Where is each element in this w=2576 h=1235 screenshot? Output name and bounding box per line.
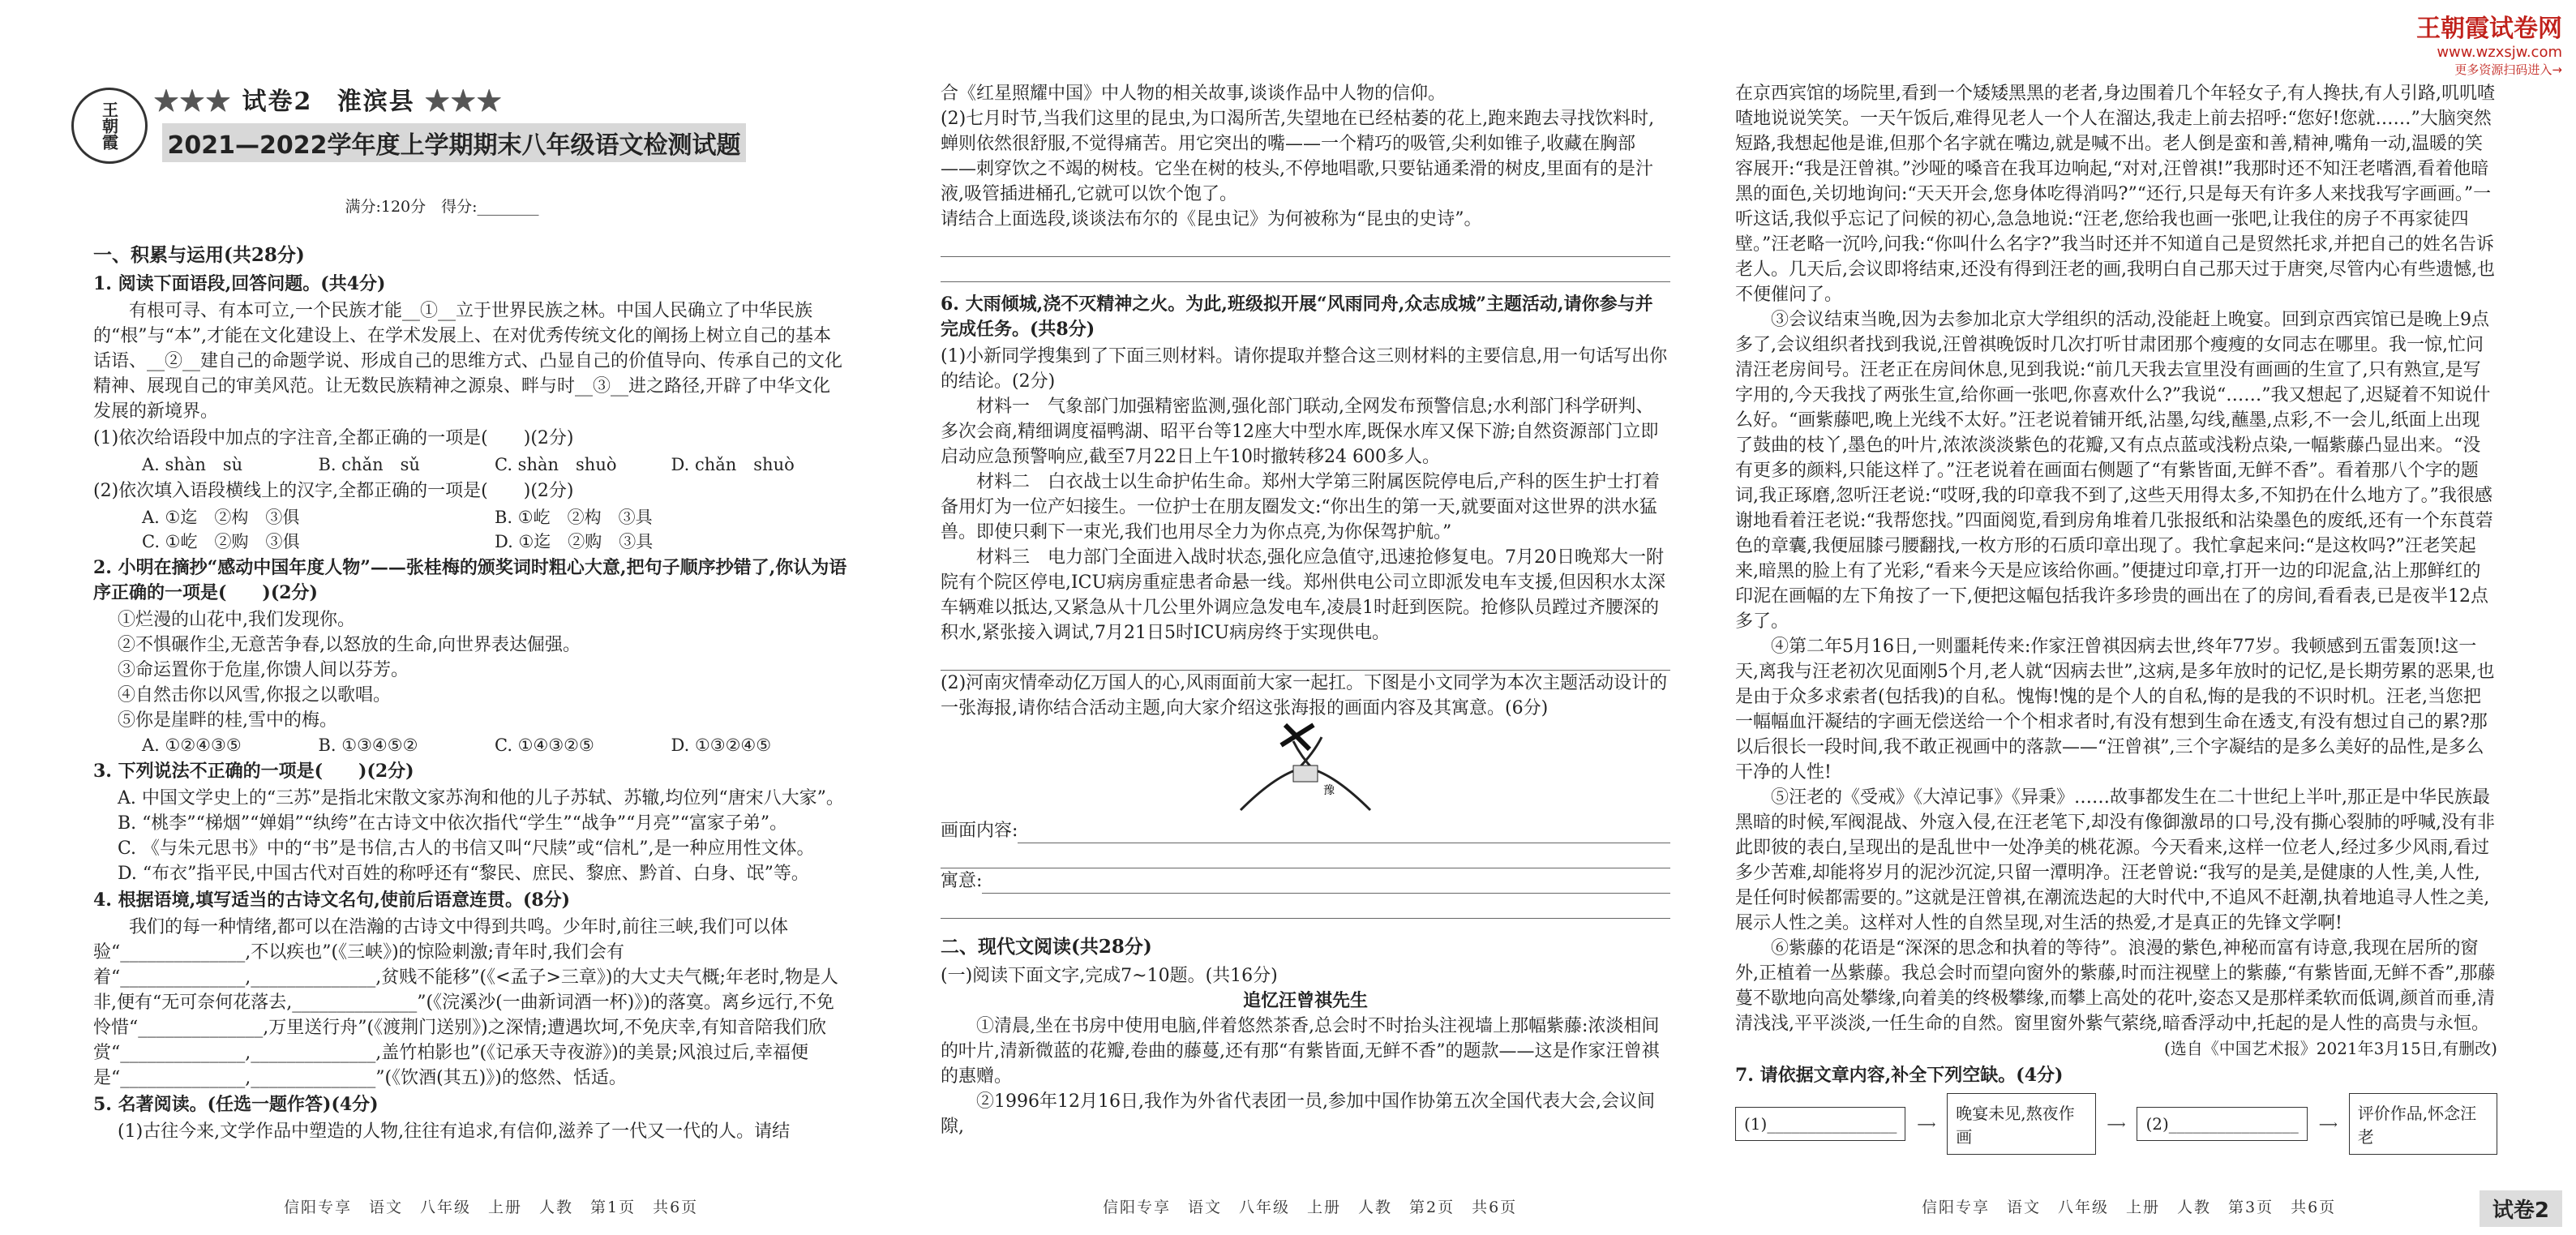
flow-step-4: 评价作品,怀念汪老 xyxy=(2349,1093,2497,1155)
q7-flow xyxy=(1735,1093,2497,1155)
q1-passage: 有根可寻、有本可立,一个民族才能__①__立于世界民族之林。中国人民确立了中华民族的“根”与“本”,才能在文化建设上、在学术发展上、在对优秀传统文化的阐扬上树立自己的基本话语、__②__建自己的命题学说、形成自己的思维方式、凸显自己的价值导向、传承自己的文化精神、展现自己的审美风范。让无数民族精神之源泉、畔与时__③__进之路径,开辟了中华文化发展的新境界。 xyxy=(93,301,843,422)
option-c[interactable]: C. ①④③②⑤ xyxy=(495,735,594,755)
option-d[interactable]: D. chǎn shuò xyxy=(671,455,795,474)
flow-step-2: 晚宴未见,熬夜作画 xyxy=(1947,1093,2095,1155)
answer-line[interactable] xyxy=(941,257,1670,282)
paper-label: 试卷2 xyxy=(242,88,313,116)
page-1 xyxy=(0,0,884,1235)
hands-poster-icon xyxy=(1224,721,1387,818)
page3-body xyxy=(1735,81,2497,1155)
material-1: 材料一 气象部门加强精密监测,强化部门联动,全网发布预警信息;水利部门科学研判、多次会商,精细调度福鸭湖、昭平台等12座大中型水库,既保水库又保下游;自然资源部门立即启动应急预警响应,截至7月22日上午10时撤转移24 600多人。 xyxy=(941,397,1659,467)
q6-title: 6. 大雨倾城,浇不灭精神之火。为此,班级拟开展“风雨同舟,众志成城”主题活动,请你参与并完成任务。(共8分) xyxy=(941,294,1653,340)
arrow-icon: ⟶ xyxy=(1917,1116,1936,1132)
article-para-2b: 在京西宾馆的场院里,看到一个矮矮黑黑的老者,身边围着几个年轻女子,有人搀扶,有人引路,叽叽喳喳地说说笑笑。一天午饭后,难得见老人一个人在溜达,我走上前去招呼:“您好!您就……”大脑突然短路,我想起他是谁,但那个名字就在嘴边,就是喊不出。老人倒是蛮和善,精神,嘴角一动,温暖的笑容展开:“我是汪曾祺。”沙哑的嗓音在我耳边响起,“对对,汪曾祺!”我那时还不知汪老嗜酒,看着他暗黑的面色,关切地询问:“天天开会,您身体吃得消吗?”“还行,只是每天有许多人来找我写字画画。”一听这话,我似乎忘记了问候的初心,急急地说:“汪老,您给我也画一张吧,让我住的房子不再家徒四壁。”汪老略一沉吟,问我:“你叫什么名字?”我当时还并不知道自己是贸然托求,并把自己的姓名告诉老人。几天后,会议即将结束,还没有得到汪老的画,我明白自己那天过于唐突,尽管内心有些遗憾,也不便催问了。 xyxy=(1735,84,2495,305)
q2-options xyxy=(93,733,847,757)
exam-title-bar xyxy=(162,123,746,162)
flow-blank-1[interactable]: (1)________________ xyxy=(1735,1107,1905,1141)
arrow-icon: ⟶ xyxy=(2107,1116,2126,1132)
q3-item: C. 《与朱元思书》中的“书”是书信,古人的书信又叫“尺牍”或“信札”,是一种应用性文体。 xyxy=(118,838,815,859)
option-b[interactable]: B. ①屹 ②构 ③具 xyxy=(495,508,653,527)
article-title: 追忆汪曾祺先生 xyxy=(1242,990,1368,1011)
article-para-5: ⑤汪老的《受戒》《大淖记事》《异秉》……故事都发生在二十世纪上半叶,那正是中华民族最黑暗的时候,军阀混战、外寇入侵,在汪老笔下,却没有像御激昂的口号,没有撕心裂肺的呼喊,没有非此即彼的表白,呈现出的是乱世中一处净美的桃花源。今天看来,这样一位老人,经过多少风雨,看过多少苦难,却能将岁月的泥沙沉淀,只留一潭明净。汪老曾说:“我写的是美,是健康的人性,美,人性,是任何时候都需要的。”这就是汪曾祺,在潮流迭起的大时代中,不追风不赶潮,执着地追寻人性之美,展示人性之美。这样对人性的自然呈现,对生活的热爱,才是真正的先锋文学啊! xyxy=(1735,787,2495,933)
q5-sub1: (1)古往今来,文学作品中塑造的人物,往往有追求,有信仰,滋养了一代又一代的人。请结 xyxy=(118,1121,791,1142)
page3-footer: 信阳专享 语文 八年级 上册 人教 第3页 共6页 xyxy=(1922,1199,2337,1216)
watermark-brand: 王朝霞试卷网 xyxy=(2416,15,2562,43)
q1-sub1-options xyxy=(93,452,847,477)
watermark-url: www.wzxsjw.com xyxy=(2437,44,2562,61)
article-para-4: ④第二年5月16日,一则噩耗传来:作家汪曾祺因病去世,终年77岁。我顿感到五雷轰顶!这一天,离我与汪老初次见面刚5个月,老人就“因病去世”,这病,是多年放时的记忆,是长期劳累的恶果,也是由于众多求索者(包括我)的自私。愧悔!愧的是个人的自私,悔的是我的不识时机。汪老,当您把一幅幅血汗凝结的字画无偿送给一个个相求者时,有没有想到生命在透支,有没有想过自己的累?那以后很长一段时间,我不敢正视画中的落款——“汪曾祺”,三个字凝结的是多么美好的品性,是多么干净的人性! xyxy=(1735,637,2495,783)
q3-item: A. 中国文学史上的“三苏”是指北宋散文家苏洵和他的儿子苏轼、苏辙,均位列“唐宋八大家”。 xyxy=(118,788,844,808)
q3-item: B. “桃李”“梯烟”“婵娟”“纨绔”在古诗文中依次指代“学生”“战争”“月亮”“富家子弟”。 xyxy=(118,813,788,834)
page1-body xyxy=(93,235,847,1144)
q2-item: ③命运置你于危崖,你馈人间以芬芳。 xyxy=(118,660,409,680)
q6-sub2: (2)河南灾情牵动亿万国人的心,风雨面前大家一起扛。下图是小文同学为本次主题活动设计的一张海报,请你结合活动主题,向大家介绍这张海报的画面内容及其寓意。(6分) xyxy=(941,673,1668,718)
material-2: 材料二 白衣战士以生命护佑生命。郑州大学第三附属医院停电后,产科的医生护士打着备用灯为一位产妇接生。一位护士在朋友圈发文:“你出生的第一天,就要面对这世界的洪水猛兽。即使只剩下一束光,我们也用尽全力为你点亮,为你保驾护航。” xyxy=(941,472,1660,542)
option-a[interactable]: A. ①②④③⑤ xyxy=(142,735,242,755)
watermark-brand-box xyxy=(2319,8,2562,78)
page1-footer: 信阳专享 语文 八年级 上册 人教 第1页 共6页 xyxy=(284,1199,699,1216)
poster-meaning-field[interactable] xyxy=(941,868,1670,894)
section-1-heading: 一、积累与运用(共28分) xyxy=(93,244,305,266)
page-3 xyxy=(1735,0,2562,1235)
county-name: 淮滨县 xyxy=(336,88,415,116)
q5-sub1-continued: 合《红星照耀中国》中人物的相关故事,谈谈作品中人物的信仰。 xyxy=(941,84,1446,104)
option-b[interactable]: B. ①③④⑤② xyxy=(318,735,418,755)
option-c[interactable]: C. shàn shuò xyxy=(495,455,617,474)
q5-sub2-question: 请结合上面选段,谈谈法布尔的《昆虫记》为何被称为“昆虫的史诗”。 xyxy=(941,209,1482,229)
poster-content-field[interactable] xyxy=(941,818,1670,843)
article-para-2: ②1996年12月16日,我作为外省代表团一员,参加中国作协第五次全国代表大会,会议间隙, xyxy=(941,1091,1655,1137)
q1-sub2: (2)依次填入语段横线上的汉字,全都正确的一项是( )(2分) xyxy=(93,481,574,501)
option-a[interactable]: A. shàn sù xyxy=(142,455,243,474)
q4-passage: 我们的每一种情绪,都可以在浩瀚的古诗文中得到共鸣。少年时,前往三峡,我们可以体验“______________,不以疾也”(《三峡》)的惊险刺激;青年时,我们会有着“______________,______________,贫贱不能移”(《<孟子>三章》)的大丈夫气概;年老时,物是人非,便有“无可奈何花落去,______________”(《浣溪沙(一曲新词酒一杯)》)的落寞。离乡远行,不免怜惜“______________,万里送行舟”(《渡荆门送别》)之深情;遭遇坎坷,不免庆幸,有知音陪我们欣赏“______________,______________,盖竹柏影也”(《记承天寺夜游》)的美景;风浪过后,幸福便是“______________,______________”(《饮酒(其五)》)的悠然、恬适。 xyxy=(93,917,838,1088)
article-para-6: ⑥紫藤的花语是“深深的思念和执着的等待”。浪漫的紫色,神秘而富有诗意,我现在居所的窗外,正植着一丛紫藤。我总会时而望向窗外的紫藤,时而注视壁上的紫藤,“有紫皆面,无鲜不香”,那藤蔓不歇地向高处攀缘,向着美的终极攀缘,而攀上高处的花叶,姿态又是那样柔软而低调,颜首而垂,清清浅浅,平平淡淡,一任生命的自然。窗里窗外紫气萦绕,暗香浮动中,托起的是人性的高贵与永恒。 xyxy=(1735,938,2496,1034)
flow-blank-2[interactable]: (2)________________ xyxy=(2137,1107,2307,1141)
q1-sub1: (1)依次给语段中加点的字注音,全都正确的一项是( )(2分) xyxy=(93,428,574,448)
q6-sub1: (1)小新同学搜集到了下面三则材料。请你提取并整合这三则材料的主要信息,用一句话写出你的结论。(2分) xyxy=(941,346,1668,392)
article-source: (选自《中国艺术报》2021年3月15日,有删改) xyxy=(2163,1039,2497,1058)
q7-title: 7. 请依据文章内容,补全下列空缺。(4分) xyxy=(1735,1065,2064,1086)
q5-title: 5. 名著阅读。(任选一题作答)(4分) xyxy=(93,1094,379,1115)
paper-heading: ★★★ 试卷2 淮滨县 ★★★ xyxy=(154,88,504,116)
poster-char: 豫 xyxy=(1323,784,1335,797)
q4-title: 4. 根据语境,填写适当的古诗文名句,使前后语意连贯。(8分) xyxy=(93,890,571,911)
article-para-1: ①清晨,坐在书房中使用电脑,伴着悠然茶香,总会时不时抬头注视墙上那幅紫藤:浓淡相间的叶片,清新微蓝的花瓣,卷曲的藤蔓,还有那“有紫皆面,无鲜不香”的题款——这是作家汪曾祺的惠赠。 xyxy=(941,1016,1660,1087)
page2-footer: 信阳专享 语文 八年级 上册 人教 第2页 共6页 xyxy=(1103,1199,1518,1216)
option-d[interactable]: D. ①迄 ②购 ③具 xyxy=(495,532,654,551)
answer-line[interactable] xyxy=(941,232,1670,257)
option-d[interactable]: D. ①③②④⑤ xyxy=(671,735,772,755)
section-2-sub: (一)阅读下面文字,完成7~10题。(共16分) xyxy=(941,966,1278,986)
corner-label: 试卷2 xyxy=(2480,1190,2562,1227)
watermark-scan: 更多资源扫码进入→ xyxy=(2454,62,2562,77)
option-b[interactable]: B. chǎn sǔ xyxy=(318,455,420,474)
q5-sub2: (2)七月时节,当我们这里的昆虫,为口渴所苦,失望地在已经枯萎的花上,跑来跑去寻找饮料时,蝉则依然很舒服,不觉得痛苦。用它突出的嘴——一个精巧的吸管,尖利如锥子,收藏在胸部——刺穿饮之不竭的树枝。它坐在树的枝头,不停地唱歌,只要钻通柔滑的树皮,里面有的是汁液,吸管插进桶孔,它就可以饮个饱了。 xyxy=(941,109,1655,204)
poster-content-label: 画面内容: xyxy=(941,821,1018,841)
q2-title: 2. 小明在摘抄“感动中国年度人物”——张桂梅的颁奖词时粗心大意,把句子顺序抄错了,你认为语序正确的一项是( )(2分) xyxy=(93,557,847,603)
page-2 xyxy=(924,0,1695,1235)
option-c[interactable]: C. ①屹 ②购 ③俱 xyxy=(142,532,300,551)
q2-item: ②不惧碾作尘,无意苦争春,以怒放的生命,向世界表达倔强。 xyxy=(118,635,581,655)
q3-title: 3. 下列说法不正确的一项是( )(2分) xyxy=(93,761,414,782)
poster-image xyxy=(941,721,1670,818)
q1-sub2-options-row2 xyxy=(93,530,847,554)
q2-item: ④自然击你以风雪,你报之以歌唱。 xyxy=(118,685,391,705)
q1-sub2-options-row1 xyxy=(93,505,847,530)
section-2-heading: 二、现代文阅读(共28分) xyxy=(941,936,1152,958)
material-3: 材料三 电力部门全面进入战时状态,强化应急值守,迅速抢修复电。7月20日晚郑大一附院有个院区停电,ICU病房重症患者命悬一线。郑州供电公司立即派发电车支援,但因积水太深车辆难以抵达,又紧急从十几公里外调应急发电车,凌晨1时赶到医院。抢修队员蹚过齐腰深的积水,紧张接入调试,7月21日5时ICU病房终于实现供电。 xyxy=(941,547,1666,643)
q3-item: D. “布衣”指平民,中国古代对百姓的称呼还有“黎民、庶民、黎庶、黔首、白身、氓”等。 xyxy=(118,864,809,884)
page2-body xyxy=(941,81,1670,1139)
exam-title: 2021—2022学年度上学期期末八年级语文检测试题 xyxy=(167,131,741,160)
q2-item: ⑤你是崖畔的桂,雪中的梅。 xyxy=(118,710,337,731)
poster-meaning-label: 寓意: xyxy=(941,871,983,891)
answer-line[interactable] xyxy=(941,645,1670,671)
q1-title: 1. 阅读下面语段,回答问题。(共4分) xyxy=(93,273,386,294)
arrow-icon: ⟶ xyxy=(2318,1116,2338,1132)
option-a[interactable]: A. ①迄 ②构 ③俱 xyxy=(142,508,300,527)
q2-item: ①烂漫的山花中,我们发现你。 xyxy=(118,610,355,630)
logo-text: 王朝霞 xyxy=(99,101,119,150)
answer-line[interactable] xyxy=(941,894,1670,919)
logo xyxy=(71,88,148,164)
article-para-3: ③会议结束当晚,因为去参加北京大学组织的活动,没能赶上晚宴。回到京西宾馆已是晚上9点多了,会议组织者找到我说,汪曾祺晚饭时几次打听甘肃团那个瘦瘦的女同志在哪里。我一惊,忙问清汪老房间号。汪老正在房间休息,见到我说:“前几天我去宣里没有画画的生宣了,只有熟宣,是写字用的,今天我找了两张生宣,给你画一张吧,你喜欢什么?”我说“……”我又想起了,迟疑着不知说什么好。“画紫藤吧,晚上光线不太好。”汪老说着铺开纸,沾墨,勾线,蘸墨,点彩,不一会儿,纸面上出现了鼓曲的枝丫,墨色的叶片,浓浓淡淡紫色的花瓣,又有点点蓝或浅粉点染,一幅紫藤凸显出来。“没有更多的颜料,只能这样了。”汪老说着在画面右侧题了“有紫皆面,无鲜不香”。看着那八个字的题词,我正琢磨,忽听汪老说:“哎呀,我的印章我不到了,这些天用得太多,不知扔在什么地方了。”我很感谢地看着汪老说:“我帮您找。”四面阅览,看到房角堆着几张报纸和沾染墨色的废纸,还有一个东莨菪色的章囊,我便屈膝弓腰翻找,一枚方形的石质印章出现了。我忙拿起来问:“是这枚吗?”汪老笑起来,暗黑的脸上有了光彩,“看来今天是应该给你画。”便捷过印章,打开一边的印泥盒,沾上那鲜红的印泥在画幅的左下角按了一下,便把这幅包括我许多珍贵的画出在了的房间,看看表,已是夜半12点多了。 xyxy=(1735,310,2493,632)
score-line: 满分:120分 得分:________ xyxy=(345,198,539,216)
answer-line[interactable] xyxy=(941,843,1670,868)
